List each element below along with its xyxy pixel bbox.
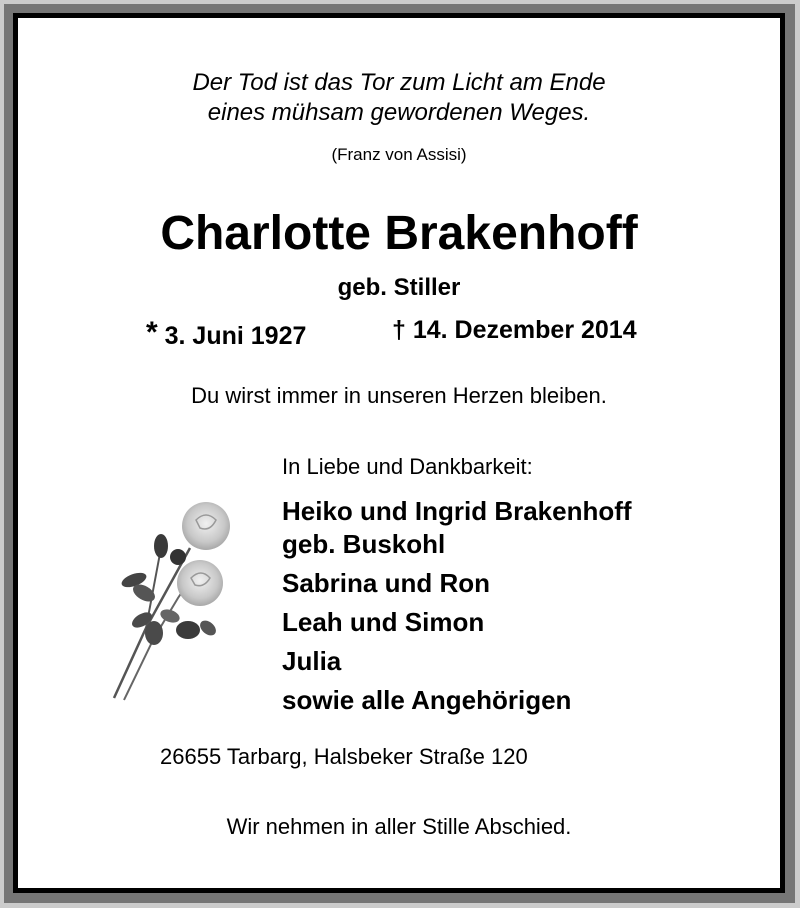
death-cross-icon: † xyxy=(392,316,406,344)
death-date: 14. Dezember 2014 xyxy=(412,316,637,344)
quote-line-2: eines mühsam gewordenen Weges. xyxy=(207,99,591,126)
mourner-item: sowie alle Angehörigen xyxy=(282,685,572,715)
birth-date-line xyxy=(146,316,306,351)
remembrance-text: Du wirst immer in unseren Herzen bleiben. xyxy=(191,383,607,408)
mourner-item: Sabrina und Ron xyxy=(282,568,490,598)
roses-illustration-icon xyxy=(106,488,246,718)
closing-text: Wir nehmen in aller Stille Abschied. xyxy=(226,814,572,839)
mourners-intro: In Liebe und Dankbarkeit: xyxy=(282,454,533,479)
birth-star-icon: * xyxy=(146,316,158,349)
address: 26655 Tarbarg, Halsbeker Straße 120 xyxy=(160,744,528,769)
obituary-card xyxy=(18,18,780,888)
mourner-item: geb. Buskohl xyxy=(282,529,446,559)
quote-line-1: Der Tod ist das Tor zum Licht am Ende xyxy=(192,69,606,96)
maiden-name: geb. Stiller xyxy=(337,274,461,301)
deceased-name: Charlotte Brakenhoff xyxy=(160,207,638,260)
mourner-item: Julia xyxy=(282,646,342,676)
mourner-item: Heiko und Ingrid Brakenhoff xyxy=(282,496,632,526)
mourner-item: Leah und Simon xyxy=(282,607,485,637)
birth-date: 3. Juni 1927 xyxy=(164,322,307,350)
death-date-line xyxy=(392,316,637,345)
quote-author: (Franz von Assisi) xyxy=(331,145,467,164)
